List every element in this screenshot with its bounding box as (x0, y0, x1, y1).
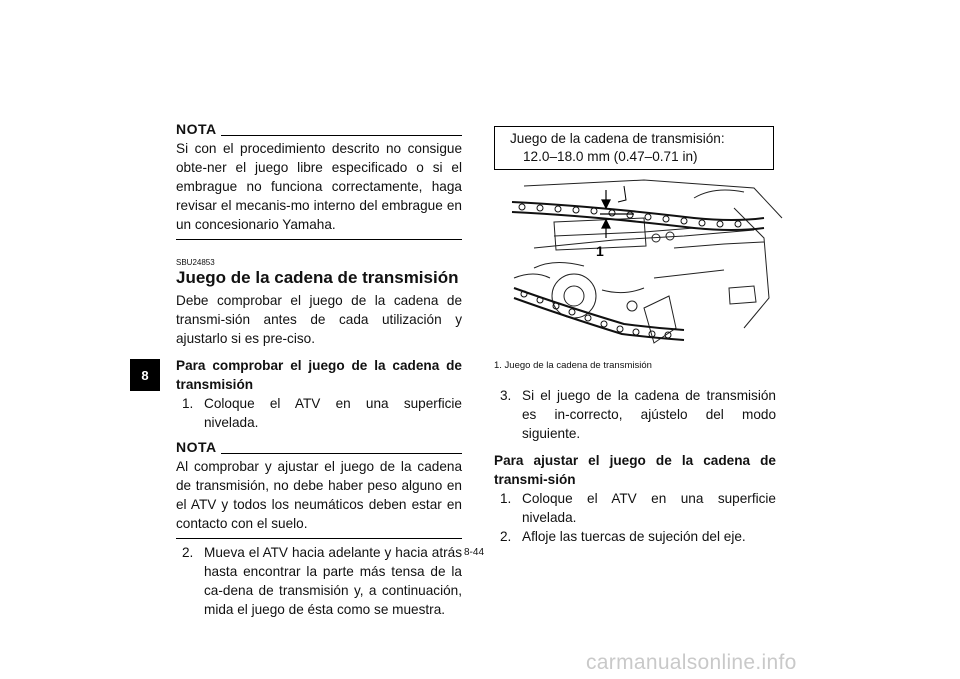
nota-rule (221, 135, 462, 136)
figure-caption: 1. Juego de la cadena de transmisión (494, 360, 652, 371)
watermark: carmanualsonline.info (586, 651, 797, 674)
spec-label: Juego de la cadena de transmisión: (510, 131, 725, 146)
check-subheading: Para comprobar el juego de la cadena de transmisión (176, 358, 462, 392)
left-column (176, 120, 462, 619)
page-number: 8-44 (464, 547, 485, 558)
step-1 (176, 394, 462, 432)
step-number: 1. (500, 491, 512, 506)
chapter-tab (130, 359, 160, 391)
nota-heading (176, 120, 462, 139)
step-text: Afloje las tuercas de sujeción del eje. (522, 529, 746, 544)
step-3 (494, 386, 776, 443)
nota-end-rule (176, 538, 462, 539)
step-text: Coloque el ATV en una superficie nivelada. (204, 396, 462, 430)
adjust-step-2 (494, 527, 776, 546)
step-2 (176, 543, 462, 619)
step-number: 2. (182, 545, 194, 560)
section-title: Juego de la cadena de transmisión (176, 268, 459, 287)
section-code: SBU24853 (176, 258, 215, 267)
nota-label: NOTA (176, 439, 217, 455)
section-intro: Debe comprobar el juego de la cadena de transmi-sión antes de cada utilización y ajustarlo si es pre-ciso. (176, 293, 462, 346)
step-text: Mueva el ATV hacia adelante y hacia atrás hasta encontrar la parte más tensa de la ca-dena de transmisión y, a continuación, mida el juego de ésta como se muestra. (204, 545, 462, 617)
nota-end-rule (176, 239, 462, 240)
step-text: Si el juego de la cadena de transmisión es in-correcto, ajústelo del modo siguiente. (522, 388, 776, 441)
step-number: 3. (500, 388, 512, 403)
nota-text: Si con el procedimiento descrito no consigue obte-ner el juego libre especificado o si el embrague no funciona correctamente, haga revisar el mecanis-mo interno del embrague en un concesionario Yamaha. (176, 141, 462, 232)
nota-label: NOTA (176, 121, 217, 137)
adjust-subheading: Para ajustar el juego de la cadena de transmi-sión (494, 453, 776, 487)
nota-heading (176, 438, 462, 457)
nota-text: Al comprobar y ajustar el juego de la cadena de transmisión, no debe haber peso alguno en el ATV y todos los neumáticos deben estar en contacto con el suelo. (176, 459, 462, 531)
figure-callout: 1 (596, 243, 604, 259)
step-number: 1. (182, 396, 194, 411)
step-text: Coloque el ATV en una superficie nivelada. (522, 491, 776, 525)
spec-value: 12.0–18.0 mm (0.47–0.71 in) (523, 149, 698, 164)
chapter-tab-number: 8 (141, 367, 149, 383)
drive-chain-illustration (494, 178, 784, 354)
step-number: 2. (500, 529, 512, 544)
adjust-step-1 (494, 489, 776, 527)
right-column (494, 386, 776, 546)
nota-rule (221, 453, 462, 454)
spec-box (494, 126, 774, 170)
